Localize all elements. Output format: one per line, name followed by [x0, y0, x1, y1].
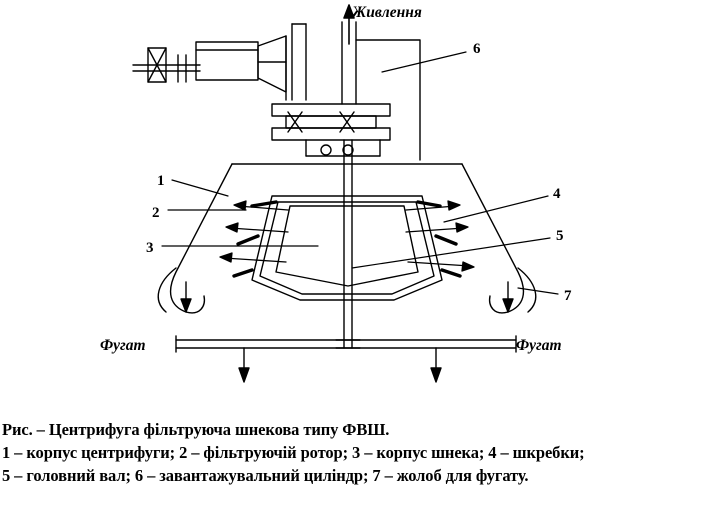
discharge-arrows	[239, 348, 441, 382]
figure-caption	[0, 418, 725, 487]
drive-assembly	[133, 24, 306, 100]
callout-5: 5	[556, 228, 564, 244]
feed-label: Живлення	[352, 4, 422, 21]
callout-4: 4	[553, 186, 561, 202]
filtering-rotor	[252, 196, 442, 300]
outer-casing	[158, 164, 535, 313]
bearing-block	[272, 104, 390, 156]
base-plate	[176, 336, 516, 352]
callout-7: 7	[564, 288, 572, 304]
callout-2: 2	[152, 205, 160, 221]
caption-line-3: 5 – головний вал; 6 – завантажувальний циліндр; 7 – жолоб для фугату.	[2, 466, 529, 485]
callout-3: 3	[146, 240, 154, 256]
callout-6: 6	[473, 41, 481, 57]
fugate-label-left: Фугат	[100, 337, 146, 354]
main-shaft	[336, 140, 360, 348]
callout-1: 1	[157, 173, 165, 189]
caption-line-1: Рис. – Центрифуга фільтруюча шнекова типу ФВШ.	[2, 420, 390, 439]
caption-line-2: 1 – корпус центрифуги; 2 – фільтруючій ротор; 3 – корпус шнека; 4 – шкребки;	[2, 443, 585, 462]
fugate-label-right: Фугат	[516, 337, 562, 354]
